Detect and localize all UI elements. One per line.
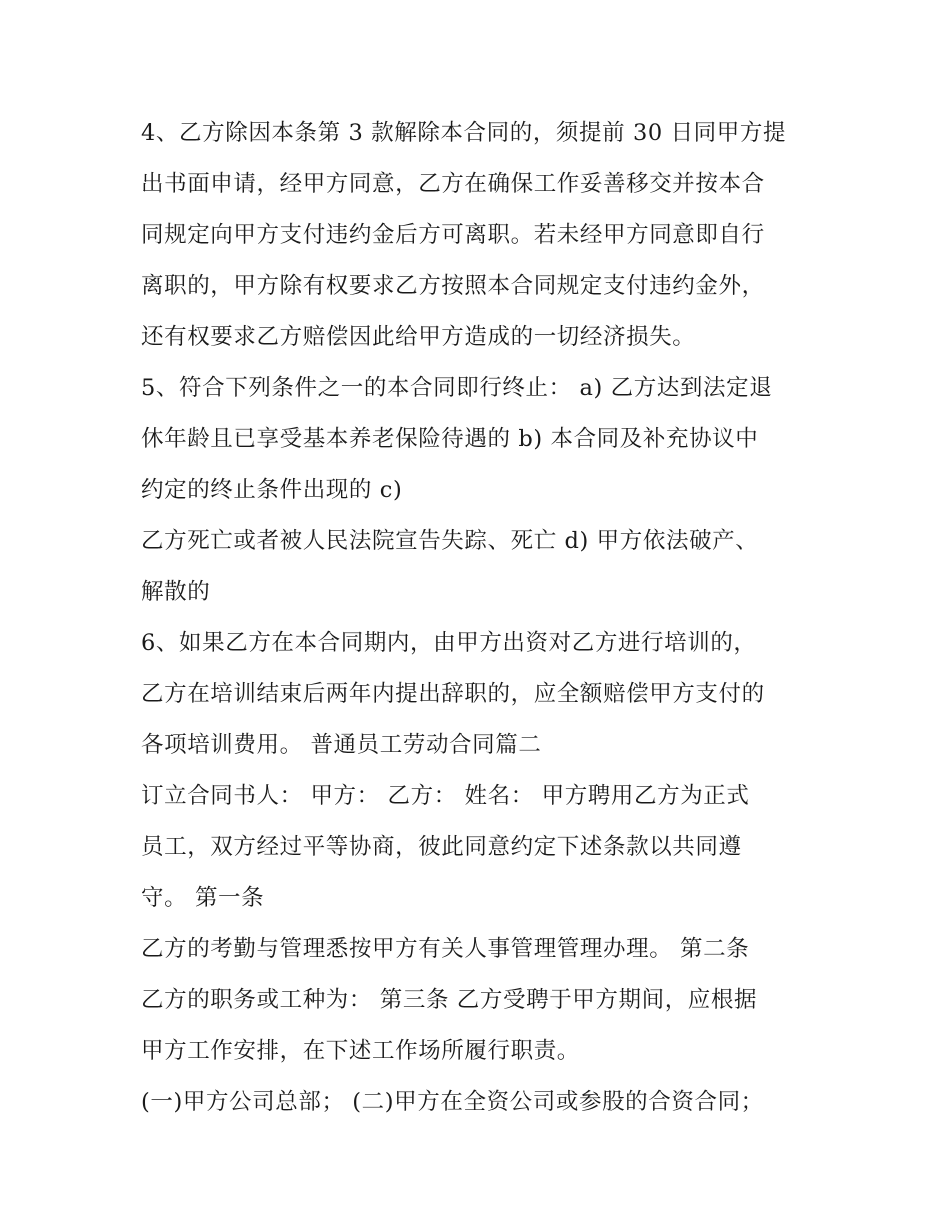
text-line: 解散的 (141, 579, 211, 605)
text-line: 乙方死亡或者被人民法院宣告失踪、死亡 d) 甲方依法破产、 (141, 528, 759, 554)
text-line: 乙方的职务或工种为： 第三条 乙方受聘于甲方期间，应根据 (141, 987, 758, 1013)
text-line: 出书面申请，经甲方同意，乙方在确保工作妥善移交并按本合 (141, 171, 765, 197)
text-line: 守。 第一条 (141, 885, 265, 911)
text-line: 休年龄且已享受基本养老保险待遇的 b) 本合同及补充协议中 (141, 426, 759, 452)
text-line: 同规定向甲方支付违约金后方可离职。若未经甲方同意即自行 (141, 222, 765, 248)
text-line: 乙方的考勤与管理悉按甲方有关人事管理管理办理。 第二条 (141, 936, 750, 962)
text-line: 离职的，甲方除有权要求乙方按照本合同规定支付违约金外， (141, 273, 765, 299)
text-line: 各项培训费用。 普通员工劳动合同篇二 (141, 732, 542, 758)
text-line: 4、乙方除因本条第 3 款解除本合同的，须提前 30 日同甲方提 (141, 120, 787, 146)
text-line: 甲方工作安排，在下述工作场所履行职责。 (141, 1038, 580, 1064)
text-line: 约定的终止条件出现的 c) (141, 477, 403, 503)
contract-text (141, 108, 831, 1128)
text-line: 订立合同书人： 甲方： 乙方： 姓名： 甲方聘用乙方为正式 (141, 783, 750, 809)
text-line: 6、如果乙方在本合同期内，由甲方出资对乙方进行培训的， (141, 630, 757, 656)
text-line: 乙方在培训结束后两年内提出辞职的，应全额赔偿甲方支付的 (141, 681, 765, 707)
text-line: (一)甲方公司总部； (二)甲方在全资公司或参股的合资合同； (141, 1089, 764, 1115)
text-line: 还有权要求乙方赔偿因此给甲方造成的一切经济损失。 (141, 324, 696, 350)
text-line: 员工，双方经过平等协商，彼此同意约定下述条款以共同遵 (141, 834, 742, 860)
text-line: 5、符合下列条件之一的本合同即行终止： a) 乙方达到法定退 (141, 375, 773, 401)
